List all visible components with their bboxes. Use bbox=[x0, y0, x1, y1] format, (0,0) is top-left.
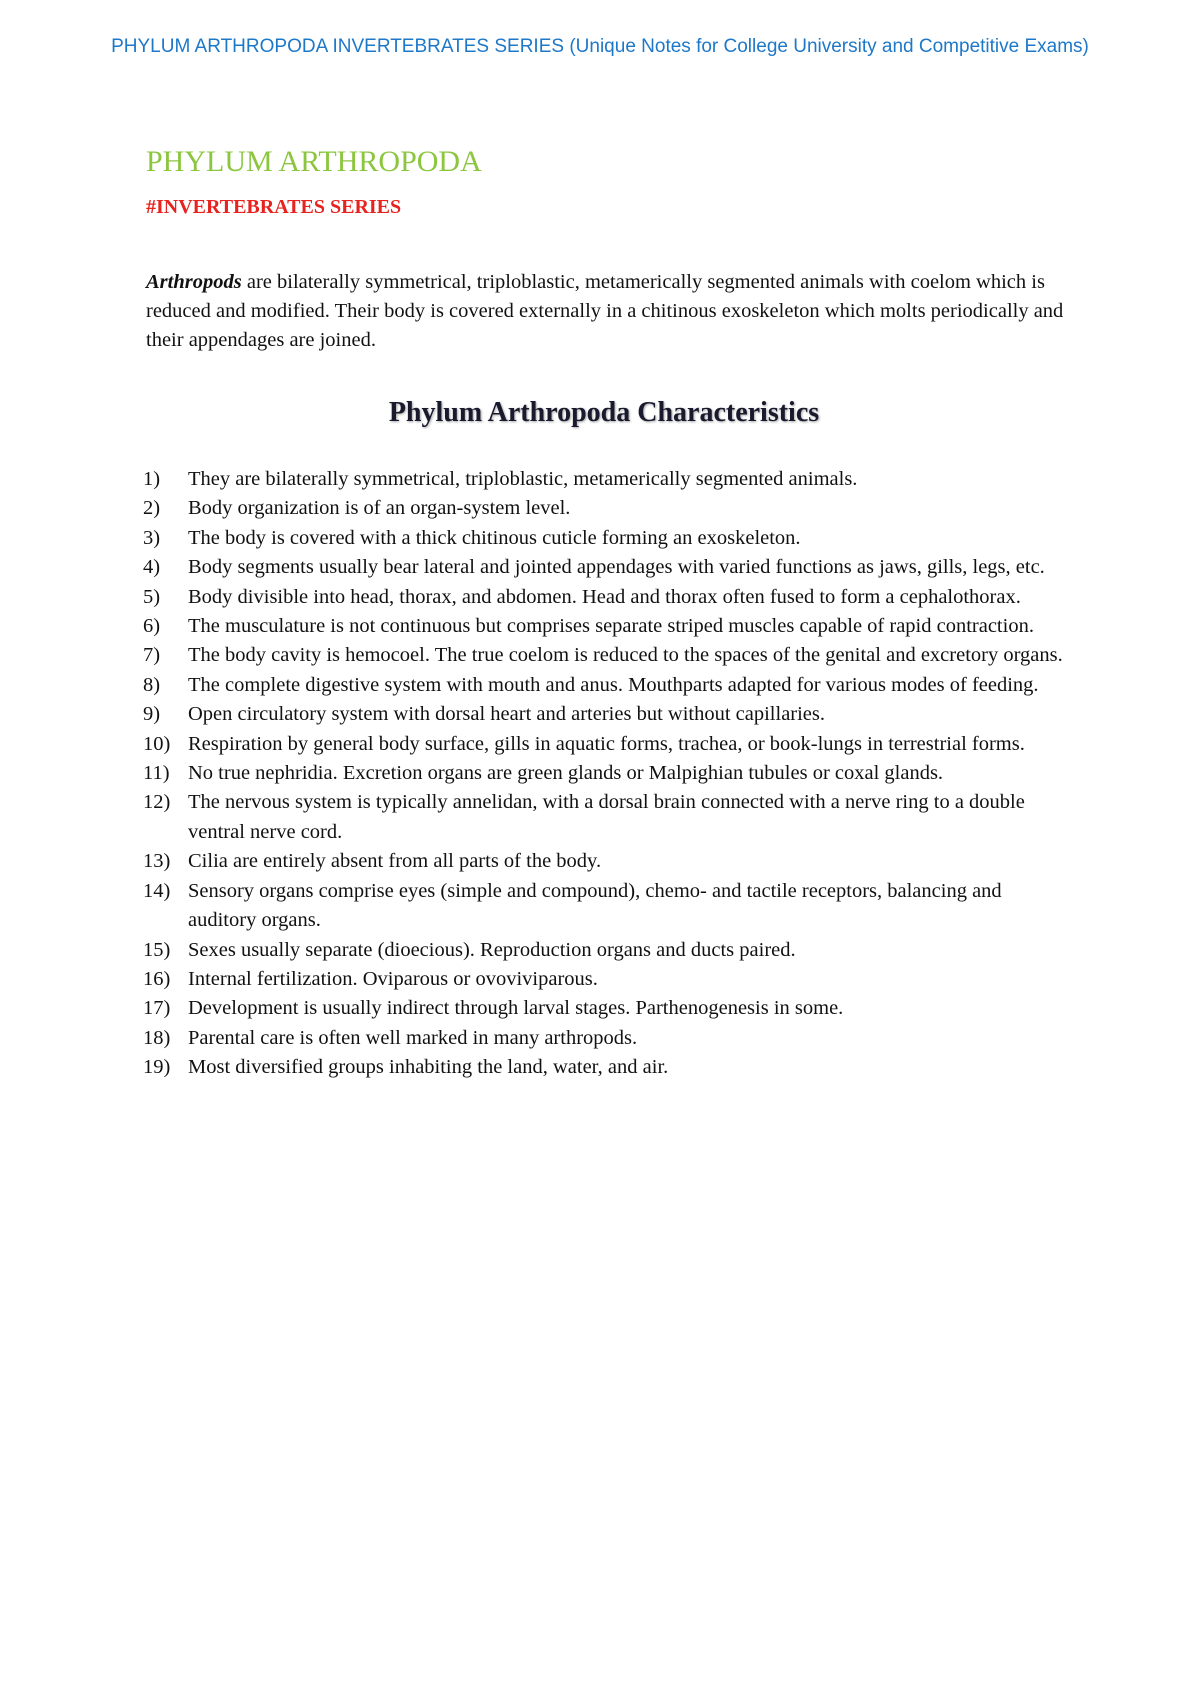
list-item-number: 13) bbox=[143, 850, 171, 873]
list-item-number: 15) bbox=[143, 938, 171, 961]
document-title: PHYLUM ARTHROPODA bbox=[146, 145, 482, 178]
list-item-number: 1) bbox=[143, 468, 161, 490]
running-header-title: PHYLUM ARTHROPODA INVERTEBRATES SERIES bbox=[111, 36, 570, 57]
list-item bbox=[143, 1024, 1066, 1053]
list-item-number: 18) bbox=[143, 1026, 171, 1049]
list-item bbox=[143, 759, 1066, 788]
list-item bbox=[143, 700, 1066, 729]
list-item bbox=[143, 641, 1066, 670]
list-item-text: Internal fertilization. Oviparous or ovoviviparous. bbox=[188, 967, 598, 990]
list-item-number: 19) bbox=[143, 1056, 171, 1079]
intro-text: are bilaterally symmetrical, triploblastic, metamerically segmented animals with coelom which is reduced and modified. Their body is covered externally in a chitinous exoskeleton which molts periodically and their appendages are joined. bbox=[146, 271, 1064, 351]
list-item-text: No true nephridia. Excretion organs are green glands or Malpighian tubules or coxal glands. bbox=[188, 762, 944, 785]
intro-paragraph bbox=[146, 268, 1066, 355]
list-item-text: Development is usually indirect through larval stages. Parthenogenesis in some. bbox=[188, 997, 844, 1020]
list-item-text: The musculature is not continuous but comprises separate striped muscles capable of rapid contraction. bbox=[188, 615, 1034, 638]
intro-term: Arthropods bbox=[146, 271, 242, 293]
characteristics-list bbox=[143, 465, 1066, 1083]
list-item bbox=[143, 936, 1066, 965]
list-item-number: 3) bbox=[143, 526, 161, 549]
list-item-number: 17) bbox=[143, 997, 171, 1020]
list-item bbox=[143, 553, 1066, 582]
list-item-number: 9) bbox=[143, 703, 161, 726]
list-item bbox=[143, 847, 1066, 876]
list-item-text: The body cavity is hemocoel. The true coelom is reduced to the spaces of the genital and excretory organs. bbox=[188, 644, 1063, 667]
list-item bbox=[143, 583, 1066, 612]
list-item-text: Cilia are entirely absent from all parts of the body. bbox=[188, 850, 602, 873]
list-item-text: Body segments usually bear lateral and jointed appendages with varied functions as jaws, gills, legs, etc. bbox=[188, 556, 1045, 579]
list-item bbox=[143, 994, 1066, 1023]
list-item-number: 6) bbox=[143, 615, 161, 638]
list-item-text: The complete digestive system with mouth and anus. Mouthparts adapted for various modes of feeding. bbox=[188, 673, 1039, 696]
running-header-subtitle: (Unique Notes for College University and Competitive Exams) bbox=[569, 36, 1089, 57]
list-item-text: Open circulatory system with dorsal heart and arteries but without capillaries. bbox=[188, 703, 826, 726]
running-header bbox=[0, 36, 1200, 58]
list-item-text: Body divisible into head, thorax, and abdomen. Head and thorax often fused to form a cephalothorax. bbox=[188, 585, 1021, 608]
list-item-number: 16) bbox=[143, 967, 171, 990]
list-item-text: Sexes usually separate (dioecious). Reproduction organs and ducts paired. bbox=[188, 938, 796, 961]
series-tag: #INVERTEBRATES SERIES bbox=[146, 196, 402, 218]
list-item bbox=[143, 788, 1066, 847]
list-item-number: 4) bbox=[143, 556, 161, 579]
list-item bbox=[143, 494, 1066, 523]
list-item-text: Sensory organs comprise eyes (simple and compound), chemo- and tactile receptors, balancing and auditory organs. bbox=[188, 879, 1002, 932]
list-item-text: Respiration by general body surface, gills in aquatic forms, trachea, or book-lungs in terrestrial forms. bbox=[188, 732, 1025, 755]
list-item bbox=[143, 1053, 1066, 1082]
list-item-number: 10) bbox=[143, 732, 171, 755]
list-item bbox=[143, 877, 1066, 936]
list-item-text: They are bilaterally symmetrical, triploblastic, metamerically segmented animals. bbox=[188, 468, 858, 490]
list-item-text: Body organization is of an organ-system level. bbox=[188, 497, 571, 520]
list-item bbox=[143, 671, 1066, 700]
list-item-number: 5) bbox=[143, 585, 161, 608]
list-item-number: 8) bbox=[143, 673, 161, 696]
list-item bbox=[143, 524, 1066, 553]
list-item-text: The body is covered with a thick chitinous cuticle forming an exoskeleton. bbox=[188, 526, 801, 549]
list-item-text: Parental care is often well marked in many arthropods. bbox=[188, 1026, 638, 1049]
section-heading: Phylum Arthropoda Characteristics bbox=[388, 397, 820, 428]
list-item-number: 2) bbox=[143, 497, 161, 520]
list-item-text: The nervous system is typically annelidan, with a dorsal brain connected with a nerve ring to a double ventral nerve cord. bbox=[188, 791, 1025, 843]
list-item bbox=[143, 965, 1066, 994]
list-item bbox=[143, 612, 1066, 641]
list-item bbox=[143, 465, 1066, 494]
list-item bbox=[143, 730, 1066, 759]
list-item-text: Most diversified groups inhabiting the land, water, and air. bbox=[188, 1056, 669, 1079]
list-item-number: 7) bbox=[143, 644, 161, 667]
list-item-number: 11) bbox=[143, 762, 170, 785]
document-content bbox=[143, 142, 1066, 1083]
list-item-number: 14) bbox=[143, 879, 171, 902]
list-item-number: 12) bbox=[143, 791, 171, 814]
